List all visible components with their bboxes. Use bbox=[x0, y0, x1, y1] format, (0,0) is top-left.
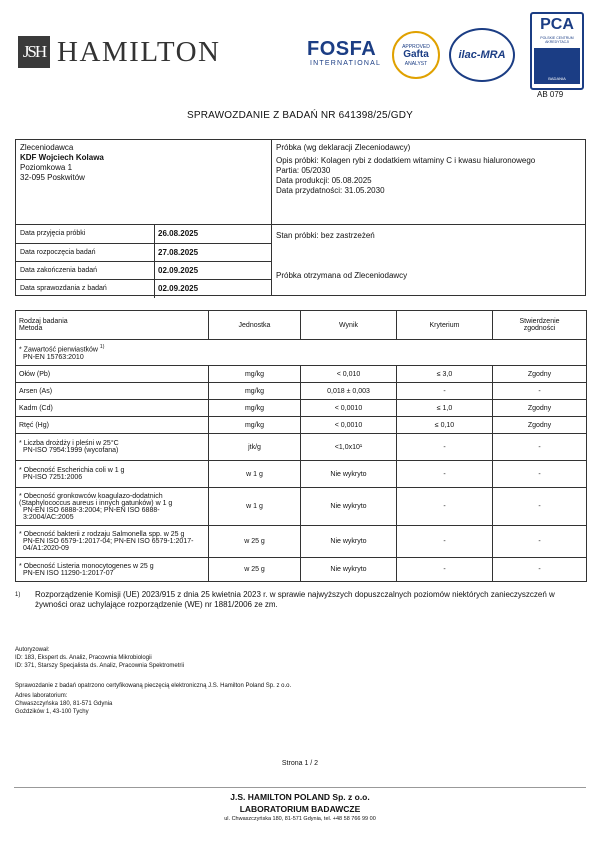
row-unit: mg/kg bbox=[209, 383, 301, 400]
date-label: Data zakończenia badań bbox=[20, 267, 98, 274]
footnote-mark: 1) bbox=[15, 592, 21, 598]
footer-company: J.S. HAMILTON POLAND Sp. z o.o. bbox=[230, 792, 370, 802]
authorized-block bbox=[15, 646, 184, 670]
row-name bbox=[16, 488, 209, 526]
lab-address bbox=[15, 692, 112, 716]
header-result: Wynik bbox=[301, 311, 397, 340]
group-method: PN-EN 15763:2010 bbox=[23, 353, 84, 361]
table-group-row bbox=[16, 340, 587, 366]
row-conformity: Zgodny bbox=[493, 417, 587, 434]
row-name: Arsen (As) bbox=[16, 383, 209, 400]
gafta-name: Gafta bbox=[403, 49, 429, 60]
date-label: Data przyjęcia próbki bbox=[20, 230, 86, 237]
client-city: 32-095 Poskwitów bbox=[20, 173, 85, 182]
sample-production: Data produkcji: 05.08.2025 bbox=[276, 176, 372, 185]
date-value: 02.09.2025 bbox=[154, 262, 198, 280]
row-conformity: - bbox=[493, 488, 587, 526]
date-value: 27.08.2025 bbox=[154, 244, 198, 262]
row-line2: (Staphylococcus aureus i innych gatunków) w 1 g bbox=[19, 499, 173, 507]
date-row bbox=[16, 225, 271, 243]
row-criterion: ≤ 3,0 bbox=[397, 366, 493, 383]
row-conformity: - bbox=[493, 434, 587, 461]
table-header-row bbox=[16, 311, 587, 340]
row-conformity: Zgodny bbox=[493, 366, 587, 383]
table-row bbox=[16, 558, 587, 582]
accreditation-code: AB 079 bbox=[537, 90, 564, 99]
table-row bbox=[16, 434, 587, 461]
gafta-sub2: ANALYST bbox=[404, 61, 428, 67]
row-unit: mg/kg bbox=[209, 417, 301, 434]
footer-divider bbox=[14, 787, 586, 788]
lab-address-label: Adres laboratorium: bbox=[15, 693, 68, 699]
sample-description: Opis próbki: Kolagen rybi z dodatkiem witaminy C i kwasu hialuronowego bbox=[276, 156, 536, 165]
group-cell bbox=[16, 340, 587, 366]
page-number: Strona 1 / 2 bbox=[281, 760, 319, 767]
table-row bbox=[16, 488, 587, 526]
header-param bbox=[16, 311, 209, 340]
row-conformity: - bbox=[493, 461, 587, 488]
fosfa-logo-sub: INTERNATIONAL bbox=[310, 60, 382, 67]
footnote-text: Rozporządzenie Komisji (UE) 2023/915 z dnia 25 kwietnia 2023 r. w sprawie najwyższych dopuszczalnych poziomów niektórych zanieczyszczeń w żywności oraz uchylające rozporządzenie (WE) nr 1881/2006 ze zm. bbox=[35, 590, 555, 609]
row-result: Nie wykryto bbox=[301, 461, 397, 488]
row-result: 0,018 ± 0,003 bbox=[301, 383, 397, 400]
row-unit: jtk/g bbox=[209, 434, 301, 461]
row-result: <1,0x10¹ bbox=[301, 434, 397, 461]
row-name bbox=[16, 526, 209, 558]
row-line1: * Obecność Escherichia coli w 1 g bbox=[19, 467, 125, 474]
table-row bbox=[16, 383, 587, 400]
row-line3: PN-EN ISO 6888-3:2004; PN-EN ISO 6888-3:2004/AC:2005 bbox=[23, 506, 160, 521]
sample-state-box bbox=[271, 224, 586, 296]
table-row bbox=[16, 417, 587, 434]
report-title: SPRAWOZDANIE Z BADAŃ NR 641398/25/GDY bbox=[187, 110, 413, 121]
row-unit: w 1 g bbox=[209, 488, 301, 526]
hamilton-logo-text: HAMILTON bbox=[57, 36, 221, 68]
ilac-mra-logo-icon: ilac-MRA bbox=[449, 28, 515, 82]
pca-subtitle: POLSKIE CENTRUM AKREDYTACJI bbox=[540, 36, 574, 44]
row-criterion: - bbox=[397, 461, 493, 488]
gafta-logo-icon bbox=[392, 31, 440, 79]
lab-address-2: Goździków 1, 43-100 Tychy bbox=[15, 709, 89, 715]
date-row bbox=[16, 279, 271, 298]
row-unit: mg/kg bbox=[209, 366, 301, 383]
row-criterion: - bbox=[397, 488, 493, 526]
sample-batch: Partia: 05/2030 bbox=[276, 166, 331, 175]
header-conformity-1: Stwierdzenie bbox=[519, 318, 560, 325]
row-line1: * Liczba drożdży i pleśni w 25°C bbox=[19, 440, 119, 447]
authorized-label: Autoryzował: bbox=[15, 647, 50, 653]
group-title: * Zawartość pierwiastków bbox=[19, 346, 98, 354]
dates-box bbox=[15, 224, 272, 296]
client-name: KDF Wojciech Kolawa bbox=[20, 153, 104, 162]
row-criterion: - bbox=[397, 558, 493, 582]
row-result: Nie wykryto bbox=[301, 526, 397, 558]
pca-logo-icon bbox=[530, 12, 584, 90]
date-value: 02.09.2025 bbox=[154, 280, 198, 298]
date-value: 26.08.2025 bbox=[154, 225, 198, 243]
date-label: Data sprawozdania z badań bbox=[20, 285, 107, 292]
gafta-sub1: APPROVED bbox=[402, 44, 430, 50]
header-conformity-2: zgodności bbox=[523, 325, 556, 332]
certificate-note: Sprawozdanie z badań opatrzono certyfikowaną pieczęcią elektroniczną J.S. Hamilton Poland Sp. z o.o. bbox=[15, 683, 292, 689]
row-line2: PN-ISO 7251:2006 bbox=[23, 474, 83, 481]
sample-box bbox=[271, 139, 586, 225]
sample-received: Próbka otrzymana od Zleceniodawcy bbox=[276, 271, 408, 280]
row-criterion: ≤ 0,10 bbox=[397, 417, 493, 434]
pca-title: PCA bbox=[540, 16, 574, 33]
client-label: Zleceniodawca bbox=[20, 143, 74, 152]
table-row bbox=[16, 461, 587, 488]
row-criterion: - bbox=[397, 383, 493, 400]
row-line2: PN-EN ISO 11290-1:2017-07 bbox=[23, 569, 114, 577]
pca-badge bbox=[534, 48, 580, 84]
header-unit: Jednostka bbox=[209, 311, 301, 340]
row-unit: w 25 g bbox=[209, 558, 301, 582]
row-criterion: - bbox=[397, 434, 493, 461]
date-row bbox=[16, 243, 271, 262]
row-line1: * Obecność gronkowców koagulazo-dodatnich bbox=[19, 492, 163, 500]
client-street: Poziomkowa 1 bbox=[20, 163, 73, 172]
authorized-person-2: ID: 371, Starszy Specjalista ds. Analiz, Pracownia Spektrometrii bbox=[15, 663, 185, 669]
header-criterion: Kryterium bbox=[397, 311, 493, 340]
table-row bbox=[16, 366, 587, 383]
fosfa-logo: FOSFA bbox=[307, 38, 377, 60]
row-name bbox=[16, 461, 209, 488]
table-row bbox=[16, 526, 587, 558]
row-result: < 0,0010 bbox=[301, 400, 397, 417]
row-unit: mg/kg bbox=[209, 400, 301, 417]
row-name bbox=[16, 558, 209, 582]
row-conformity: - bbox=[493, 526, 587, 558]
row-result: < 0,0010 bbox=[301, 417, 397, 434]
row-criterion: ≤ 1,0 bbox=[397, 400, 493, 417]
header-method-label: Metoda bbox=[19, 325, 43, 332]
footer-lab: LABORATORIUM BADAWCZE bbox=[239, 804, 361, 814]
hamilton-logo-icon: JSH bbox=[18, 36, 50, 68]
client-box bbox=[15, 139, 272, 225]
results-table bbox=[15, 310, 586, 582]
sample-condition: Stan próbki: bez zastrzeżeń bbox=[276, 231, 375, 240]
pca-badge-text: BADANIA bbox=[548, 76, 566, 81]
row-conformity: Zgodny bbox=[493, 400, 587, 417]
authorized-person-1: ID: 183, Ekspert ds. Analiz, Pracownia Mikrobiologii bbox=[15, 655, 152, 661]
row-unit: w 25 g bbox=[209, 526, 301, 558]
date-row bbox=[16, 261, 271, 280]
group-sup: 1) bbox=[99, 344, 105, 351]
header-param-label: Rodzaj badania bbox=[19, 318, 68, 325]
row-line1: * Obecność bakterii z rodzaju Salmonella spp. w 25 g bbox=[19, 531, 185, 538]
row-name: Ołów (Pb) bbox=[16, 366, 209, 383]
row-line1: * Obecność Listeria monocytogenes w 25 g bbox=[19, 562, 154, 570]
sample-expiry: Data przydatności: 31.05.2030 bbox=[276, 186, 385, 195]
row-line2: PN-EN ISO 6579-1:2017-04; PN-EN ISO 6579-1:2017-04/A1:2020-09 bbox=[23, 538, 194, 552]
row-name: Rtęć (Hg) bbox=[16, 417, 209, 434]
header-conformity bbox=[493, 311, 587, 340]
date-label: Data rozpoczęcia badań bbox=[20, 249, 96, 256]
row-criterion: - bbox=[397, 526, 493, 558]
row-conformity: - bbox=[493, 558, 587, 582]
row-conformity: - bbox=[493, 383, 587, 400]
table-row bbox=[16, 400, 587, 417]
row-result: Nie wykryto bbox=[301, 488, 397, 526]
sample-label: Próbka (wg deklaracji Zleceniodawcy) bbox=[276, 143, 411, 152]
row-unit: w 1 g bbox=[209, 461, 301, 488]
row-name bbox=[16, 434, 209, 461]
row-line2: PN-ISO 7954:1999 (wycofana) bbox=[23, 447, 119, 454]
row-result: Nie wykryto bbox=[301, 558, 397, 582]
row-result: < 0,010 bbox=[301, 366, 397, 383]
footer-contact: ul. Chwaszczyńska 180, 81-571 Gdynia, tel. +48 58 766 99 00 bbox=[224, 816, 376, 822]
lab-address-1: Chwaszczyńska 180, 81-571 Gdynia bbox=[15, 701, 113, 707]
row-name: Kadm (Cd) bbox=[16, 400, 209, 417]
